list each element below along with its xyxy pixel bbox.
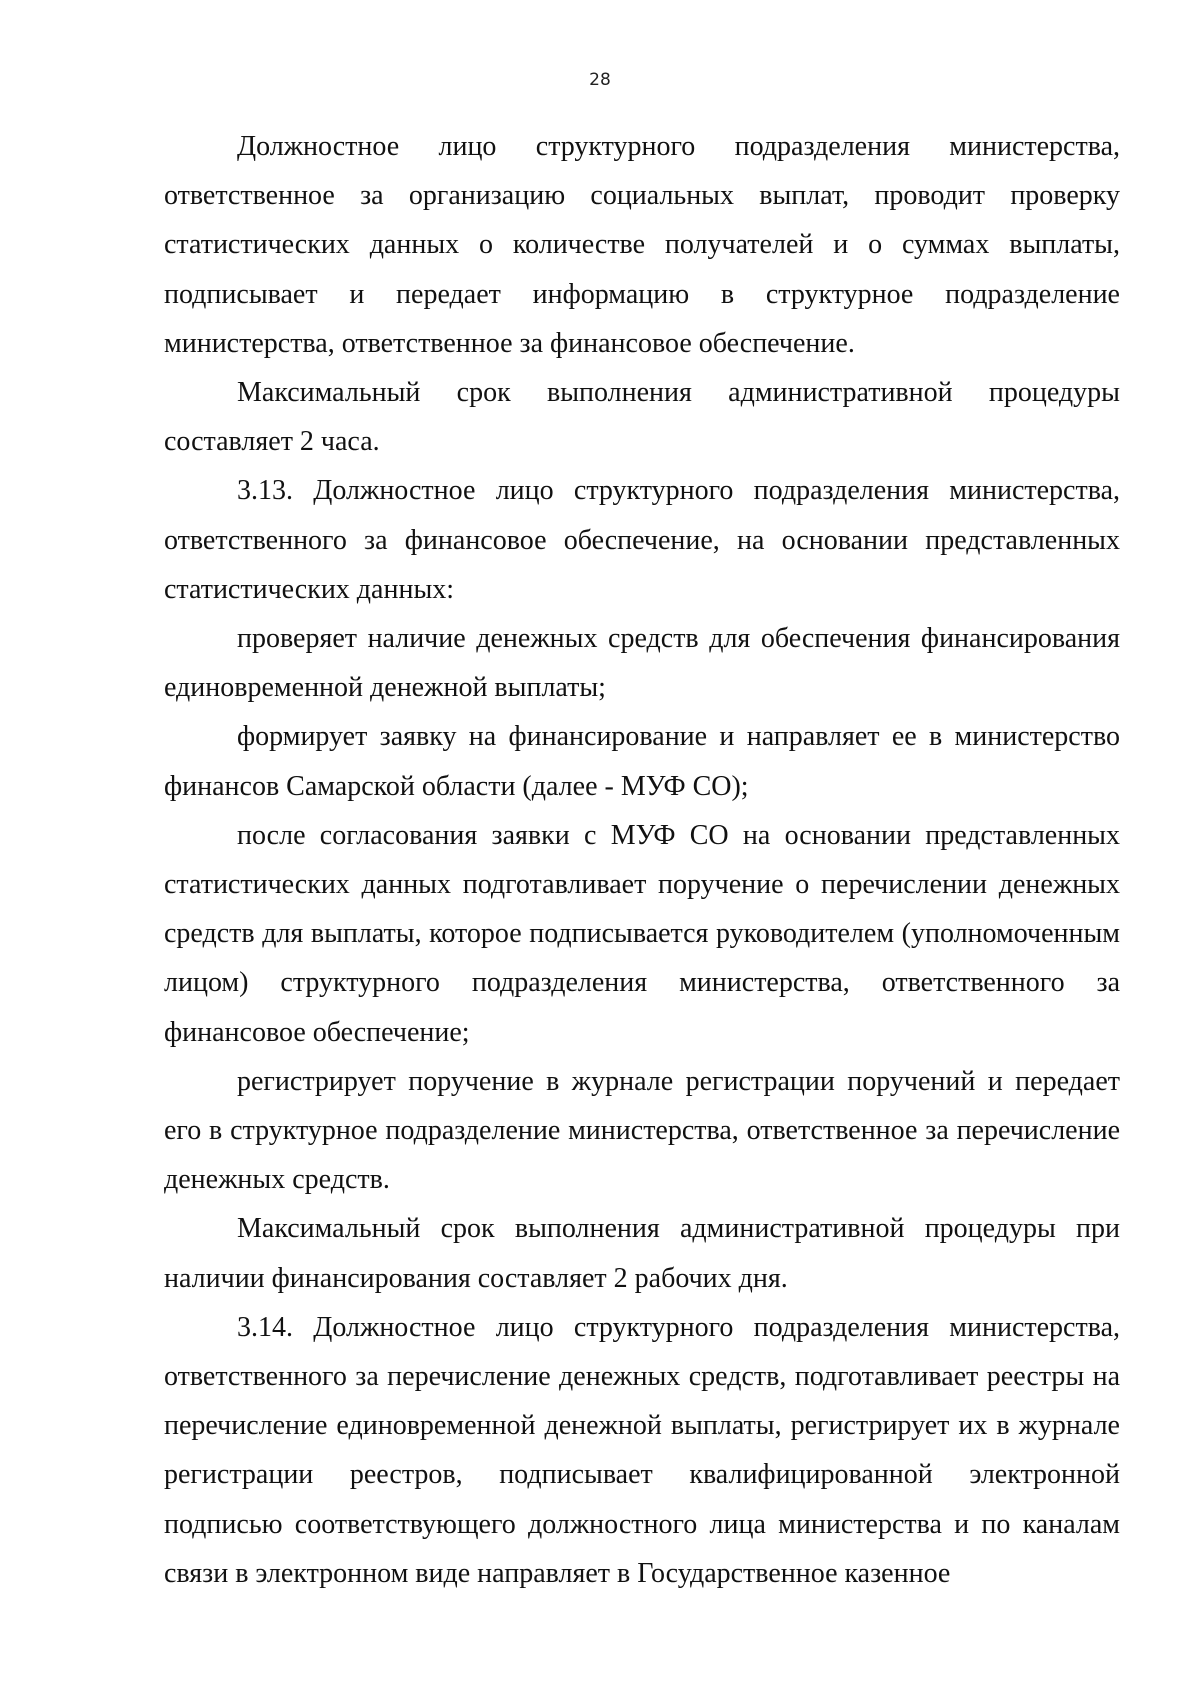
document-body <box>164 122 1120 1598</box>
paragraph-transfer-order: после согласования заявки с МУФ СО на основании представленных статистических данных подготавливает поручение о перечислении денежных средств для выплаты, которое подписывается руководителем (уполномоченным лицом) структурного подразделения министерства, ответственного за финансовое обеспечение; <box>164 819 1120 1048</box>
paragraph-section-3-14: 3.14. Должностное лицо структурного подразделения министерства, ответственного за перечисление денежных средств, подготавливает реестры на перечисление единовременной денежной выплаты, регистрирует их в журнале регистрации реестров, подписывает квалифицированной электронной подписью соответствующего должностного лица министерства и по каналам связи в электронном виде направляет в Государственное казенное <box>164 1311 1120 1589</box>
paragraph-deadline-2-days: Максимальный срок выполнения административной процедуры при наличии финансирования составляет 2 рабочих дня. <box>164 1213 1120 1294</box>
paragraph-register-order: регистрирует поручение в журнале регистрации поручений и передает его в структурное подразделение министерства, ответственное за перечисление денежных средств. <box>164 1065 1120 1196</box>
paragraph-funding-request: формирует заявку на финансирование и направляет ее в министерство финансов Самарской области (далее - МУФ СО); <box>164 721 1120 802</box>
paragraph-section-3-13: 3.13. Должностное лицо структурного подразделения министерства, ответственного за финансовое обеспечение, на основании представленных статистических данных: <box>164 475 1120 605</box>
paragraph-official-check: Должностное лицо структурного подразделения министерства, ответственное за организацию социальных выплат, проводит проверку статистических данных о количестве получателей и о суммах выплаты, подписывает и передает информацию в структурное подразделение министерства, ответственное за финансовое обеспечение. <box>164 131 1120 359</box>
page-number: 28 <box>589 70 611 90</box>
paragraph-deadline-2-hours: Максимальный срок выполнения административной процедуры составляет 2 часа. <box>164 377 1120 458</box>
paragraph-check-funds: проверяет наличие денежных средств для обеспечения финансирования единовременной денежной выплаты; <box>164 623 1120 704</box>
